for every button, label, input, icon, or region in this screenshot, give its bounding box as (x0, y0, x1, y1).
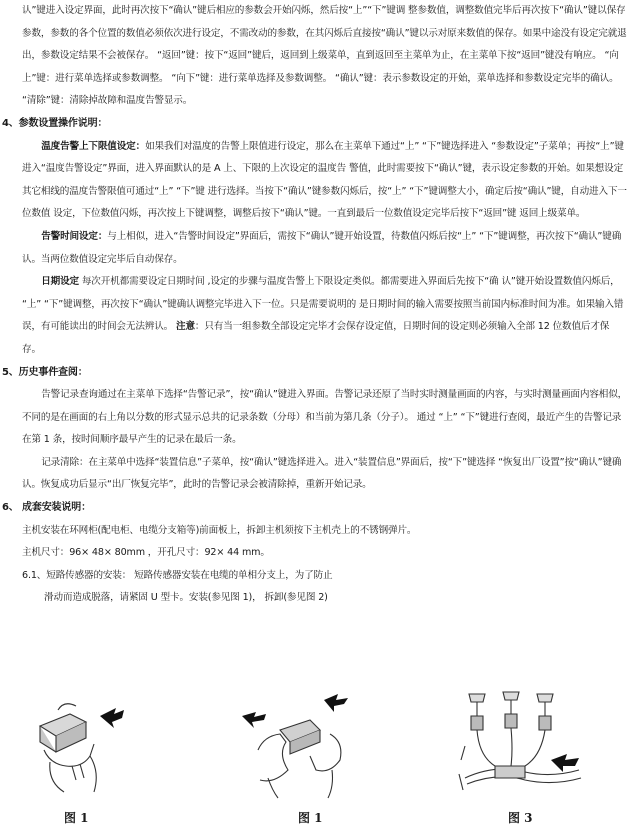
paragraph-history-query: 告警记录查询通过在主菜单下选择“告警记录”，按“确认”键进入界面。告警记录还原了当时实时测量画面的内容，与实时测量画面内容相似，不同的是在画面的右上角以分数的形式显示总共的记录条数（分母）和当前为第几条（分子）。 通过 “上” “下”键进行查阅，最近产生的告警记录在第 1 条，按时间顺序最早产生的记录在最后一条。 (22, 389, 628, 446)
date-label: 日期设定 (41, 276, 79, 288)
figure-install-sensor (20, 686, 140, 798)
paragraph-history-clear: 记录清除：在主菜单中选择“装置信息”子菜单，按“确认”键选择进入。进入“装置信息”界面后，按“下”键选择 “恢复出厂设置”按“确认”键确认。恢复成功后显示“出厂恢复完毕”，此时的告警记录会被清除掉，重新开始记录。 (22, 456, 622, 491)
paragraph-install-3: 6.1、短路传感器的安装： 短路传感器安装在电缆的单相分支上，为了防止 (22, 569, 333, 581)
date-text: 每次开机都需要设定日期时间 ,设定的步骤与温度告警上下限设定类似。都需要进入界面后先按下“确 认”键开始设置数值闪烁后， “上” “下”键调整，再次按下“确认”键确认调整完毕进入下一位。只是需要说明的 是日期时间的输入需要按照当前国内标准时间为准。如果输入错误，有可能读出的时间会无法辨认。 (22, 276, 624, 333)
alarm-time-label: 告警时间设定： (41, 230, 108, 242)
paragraph-key-functions: 认”键进入设定界面，此时再次按下“确认”键后相应的参数会开始闪烁，然后按“上”“下”键调 整参数值，调整数值完毕后再次按下“确认”键以保存参数，参数的各个位置的数值必须依次进行设定，不需改动的参数，在其闪烁后直接按“确认”键以示对原来数值的保存。如果中途没有设定完就退出，参数设定结果不会被保存。 “返回”键：按下“返回”键后，返回到上级菜单，直到返回至主菜单为止，在主菜单下按“返回”键没有响应。 “向上”键：进行菜单选择或参数调整。 “向下”键：进行菜单选择及参数调整。 “确认”键：表示参数设定的开始，菜单选择和参数设定完毕的确认。 “清除”键：清除掉故障和温度告警显示。 (22, 5, 627, 107)
figure-cable-assembly (455, 686, 590, 798)
section-heading-6: 6、 成套安装说明： (2, 502, 91, 514)
temp-alarm-label: 温度告警上下限值设定： (41, 140, 146, 152)
remove-sensor-illustration (238, 690, 358, 800)
figure-caption-1: 图 1 (64, 811, 89, 825)
paragraph-temp-alarm (22, 136, 628, 226)
note-label: 注意 (176, 321, 195, 333)
figure-remove-sensor (238, 690, 358, 800)
paragraph-install-1: 主机安装在环网柜(配电柜、电缆分支箱等)前面板上，拆卸主机须按下主机壳上的不锈钢弹片。 (22, 524, 417, 536)
figure-caption-2: 图 1 (298, 811, 323, 825)
paragraph-install-2: 主机尺寸：96× 48× 80mm ，开孔尺寸：92× 44 mm。 (22, 547, 270, 559)
paragraph-date (22, 271, 628, 361)
figures-row (0, 686, 637, 830)
paragraph-alarm-time (22, 226, 628, 271)
cable-assembly-illustration (455, 686, 590, 798)
section-heading-5: 5、历史事件查阅： (2, 366, 88, 378)
alarm-time-text: 与上相似，进入“告警时间设定”界面后，需按下“确认”键开始设置，待数值闪烁后按“上” “下”键调整，再次按下“确认”键确认。当两位数值设定完毕后自动保存。 (22, 230, 622, 265)
install-sensor-illustration (20, 686, 140, 798)
note-text: ：只有当一组参数全部设定完毕才会保存设定值，日期时间的设定则必须输入全部 12 位数值后才保存。 (22, 321, 610, 355)
text-body (2, 0, 628, 610)
paragraph-install-4: 滑动而造成脱落，请紧固 U 型卡。安装(参见图 1)， 拆卸(参见图 2) (44, 592, 328, 604)
section-heading-4: 4、参数设置操作说明： (2, 117, 108, 129)
temp-alarm-text: 如果我们对温度的告警上限值进行设定，那么在主菜单下通过“上” “下”键选择进入 “参数设定”子菜单；再按“上”键进入“温度告警设定”界面，进入界面默认的是 A 上、下限的上次设定的温度告 警值，此时需要按下“确认”键，表示设定参数的开始。如果想设定其它相线的温度告警限值可通过“上” “下”键 进行选择。当按下“确认”键参数闪烁后，按“上” “下”键调整大小，确定后按“确认”键，自动进入下一位数值 设定，下位数值闪烁，再次按上下键调整，调整后按下“确认”键。一直到最后一位数值设定完毕后按下“返回”键 返回上级菜单。 (22, 140, 627, 220)
figure-caption-3: 图 3 (508, 811, 533, 825)
